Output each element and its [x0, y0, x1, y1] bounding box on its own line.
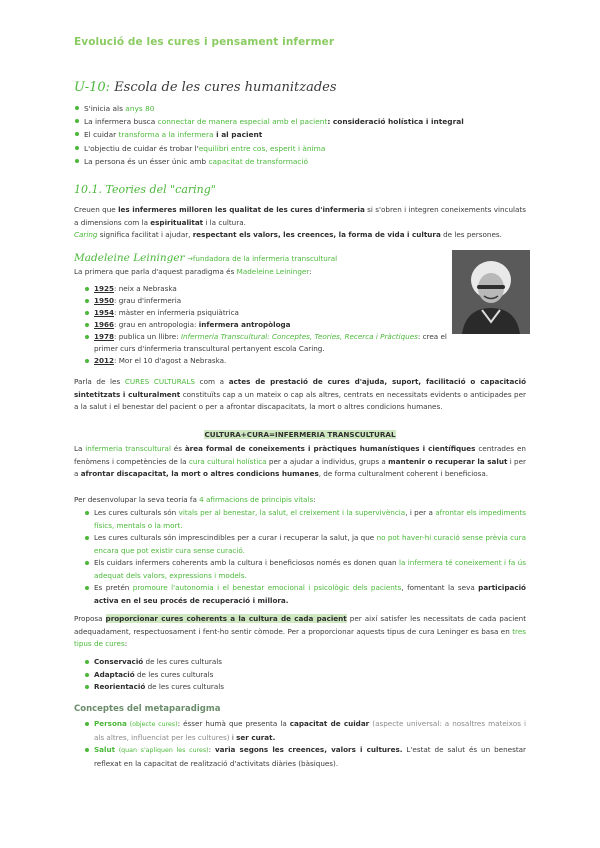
text-span: promoure l'autonomia i el benestar emocional i psicològic dels pacients: [132, 583, 402, 592]
text-span: Infermeria Transcultural: Conceptes, Teories, Recerca i Pràctiques: [180, 332, 418, 341]
principle-item: [84, 557, 526, 582]
bio-item: [84, 295, 529, 307]
text-span: connectar de manera especial amb el pacient: [157, 117, 328, 127]
text-span: Les cures culturals són imprescindibles per a curar i recuperar la salut, ja que: [94, 533, 377, 542]
text-span: capacitat de cuidar: [289, 719, 370, 728]
unit-name: Escola de les cures humanitzades: [114, 80, 337, 95]
bio-year: 2012: [94, 356, 115, 365]
text-span: de les persones.: [440, 230, 502, 239]
text-span: constituïts cap a un mateix o cap als altres, centrats en necessitats evidents o anticipades per a la salut i el benestar del pacient o per a afrontar discapacitats, la mort o altres condicions humanes.: [74, 389, 526, 411]
caring-paragraph-2: [74, 229, 526, 242]
intro-item: [74, 102, 534, 115]
text-span: : grau en antropologia:: [114, 320, 199, 329]
text-span: les infermeres milloren les qualitat de les cures d'infermeria: [118, 205, 365, 214]
text-span: de les cures culturals: [143, 657, 222, 666]
text-span: : Mor el 10 d'agost a Nebraska.: [114, 356, 227, 365]
text-span: per així satisfer les necessitats de cada pacient adequadament, respectuosament i fent-ho sentir còmode. Per a proporcionar aquests tipus de cura Leninger es basa en: [74, 614, 527, 636]
text-span: significa facilitat i ajudar,: [97, 230, 193, 239]
concept-label: Salut: [94, 745, 116, 754]
text-span: i al pacient: [213, 130, 263, 140]
text-span: participació activa en el seu procés de recuperació i millora.: [94, 583, 526, 605]
text-span: actes de prestació de cures d'ajuda, suport, facilitació o capacitació sintetitzats i culturalment: [74, 377, 527, 399]
section-title: 10.1. Teories del "caring": [74, 183, 216, 196]
text-span: respectant els valors, les creences, la forma de vida i cultura: [192, 230, 441, 239]
text-span: L'estat de salut és un benestar reflexat en la capacitat de realització d'activitats diàries (bàsiques).: [94, 745, 526, 768]
text-span: : crea el primer curs d'infermeria transcultural pertanyent escola Caring.: [94, 332, 447, 353]
text-span: de les cures culturals: [134, 669, 214, 679]
text-span: i per a: [74, 456, 526, 478]
intro-item: [74, 115, 534, 128]
text-span: El cuidar: [84, 130, 119, 140]
text-span: Les cures culturals són: [94, 508, 179, 517]
leininger-heading: [74, 252, 337, 264]
unit-title: [74, 80, 337, 95]
text-span: centrades en fenòmens i competències de la: [74, 444, 526, 466]
leininger-bio: [84, 283, 529, 367]
bio-item: [84, 331, 456, 355]
leininger-intro: [74, 266, 444, 279]
text-span: : ésser humà que presenta la: [177, 719, 290, 728]
text-span: :: [309, 267, 312, 276]
formula-line: [74, 430, 526, 439]
unit-code: U-10:: [74, 80, 111, 95]
care-type-item: [84, 669, 526, 682]
text-span: cura cultural holística: [188, 456, 267, 466]
text-span: és: [170, 444, 185, 453]
text-span: vitals per al benestar, la salut, el creixement i la supervivència: [178, 508, 406, 517]
text-span: , i per a: [405, 508, 436, 517]
care-type-item: [84, 656, 526, 669]
text-span: capacitat de transformació: [208, 156, 309, 166]
principle-item: [84, 507, 526, 532]
text-span: per a ajudar a individus, grups a: [266, 456, 389, 466]
propose-paragraph: [74, 613, 526, 651]
text-span: i la cultura.: [203, 217, 246, 227]
bio-year: 1978: [94, 332, 115, 341]
bio-year: 1950: [94, 296, 115, 305]
principle-item: [84, 532, 526, 557]
text-span: infermera antropòloga: [198, 320, 291, 329]
text-span: Per desenvolupar la seva teoria fa: [74, 495, 200, 504]
text-span: : grau d'infermeria: [114, 296, 182, 305]
text-span: Conservació: [94, 657, 144, 666]
text-span: infermeria transcultural: [85, 444, 171, 453]
text-span: (objecte cures): [126, 721, 178, 728]
definition-paragraph: [74, 443, 526, 481]
text-span: L'objectiu de cuidar és trobar l': [84, 143, 199, 153]
text-span: espiritualitat: [150, 217, 204, 227]
concept-label: Persona: [94, 719, 127, 728]
text-span: : màster en infermeria psiquiàtrica: [114, 308, 239, 317]
text-span: afrontar discapacitat, la mort o altres condicions humanes: [80, 469, 319, 478]
bio-year: 1925: [94, 284, 115, 293]
text-span: Es pretén: [94, 583, 133, 592]
care-type-item: [84, 681, 526, 694]
text-span: com a: [195, 377, 229, 386]
text-span: : consideració holística i integral: [327, 117, 464, 127]
text-span: no pot haver-hi curació sense prèvia cura encara que pot existir cura sense curació.: [94, 533, 526, 555]
formula: CULTURA+CURA=INFERMERIA TRANSCULTURAL: [204, 430, 396, 439]
text-span: Reorientació: [94, 682, 146, 691]
text-span: àrea formal de coneixements i pràctiques humanístiques i científiques: [184, 444, 476, 453]
text-span: Madeleine Leininger: [236, 267, 310, 276]
text-span: Parla de les: [74, 377, 125, 386]
principles-intro: [74, 494, 526, 507]
text-span: :: [124, 639, 128, 648]
text-span: 4 afirmacions de principis vitals: [199, 495, 314, 504]
metaparadigm-list: [84, 718, 526, 770]
text-span: anys 80: [125, 104, 155, 113]
intro-item: [74, 142, 534, 155]
text-span: , fomentant la seva: [401, 583, 479, 592]
text-span: (aspecte universal: a nosaltres mateixos i als altres, influenciat per les cultures): [94, 719, 526, 742]
text-span: : neix a Nebraska: [114, 284, 177, 293]
principle-item: [84, 582, 526, 607]
intro-list: [74, 102, 534, 168]
text-span: proporcionar cures coherents a la cultura de cada pacient: [105, 614, 347, 623]
text-span: mantenir o recuperar la salut: [388, 456, 508, 466]
bio-year: 1966: [94, 320, 115, 329]
caring-paragraph-1: [74, 204, 526, 229]
text-span: Proposa: [74, 614, 106, 623]
text-span: si s'obren i integren coneixements vinculats a dimensions com la: [74, 205, 526, 227]
text-span: varia segons les creences, valors i cultures.: [215, 745, 403, 754]
text-span: i: [229, 732, 237, 742]
leininger-role: →fundadora de la infermeria transcultural: [186, 254, 338, 263]
bio-item: [84, 283, 529, 295]
text-span: La primera que parla d'aquest paradigma és: [74, 267, 237, 276]
intro-item: [74, 128, 534, 141]
text-span: :: [313, 495, 316, 504]
text-span: equilibri entre cos, esperit i ànima: [198, 143, 326, 153]
text-span: La: [74, 444, 86, 453]
text-span: de les cures culturals: [145, 682, 225, 691]
text-span: S'inicia als: [84, 104, 126, 113]
text-span: : publica un llibre:: [114, 332, 181, 341]
cultural-paragraph: [74, 376, 526, 414]
text-span: la infermera té coneixement i fa ús adequat dels valors, expressions i models.: [94, 558, 526, 580]
principles-list: [84, 507, 526, 607]
bio-item: [84, 307, 529, 319]
bio-item: [84, 319, 529, 331]
text-span: La persona és un ésser únic amb: [84, 156, 209, 166]
text-span: :: [208, 745, 215, 754]
text-span: afrontar els impediments físics, mentals o la mort.: [94, 508, 527, 530]
bio-year: 1954: [94, 308, 115, 317]
text-span: Caring: [74, 230, 98, 239]
page-header: Evolució de les cures i pensament infermer: [74, 36, 335, 48]
leininger-name: Madeleine Leininger: [74, 252, 185, 264]
text-span: CURES CULTURALS: [124, 377, 195, 386]
text-span: transforma a la infermera: [118, 130, 214, 140]
text-span: La infermera busca: [84, 117, 158, 127]
text-span: Adaptació: [94, 669, 135, 679]
text-span: Creuen que: [74, 205, 119, 214]
metaparadigm-title: Conceptes del metaparadigma: [74, 704, 221, 714]
text-span: ser curat.: [236, 732, 276, 742]
care-types-list: [84, 656, 526, 694]
bio-item: [84, 355, 456, 367]
intro-item: [74, 155, 534, 168]
text-span: , de forma culturalment coherent i beneficiosa.: [318, 469, 489, 478]
text-span: tres tipus de cures: [74, 626, 526, 648]
text-span: Els cuidars infermers coherents amb la cultura i beneficiosos només es donen quan: [94, 558, 399, 567]
metaparadigm-item: [84, 718, 526, 744]
text-span: (quan s'apliquen les cures): [115, 747, 209, 754]
metaparadigm-item: [84, 744, 526, 770]
